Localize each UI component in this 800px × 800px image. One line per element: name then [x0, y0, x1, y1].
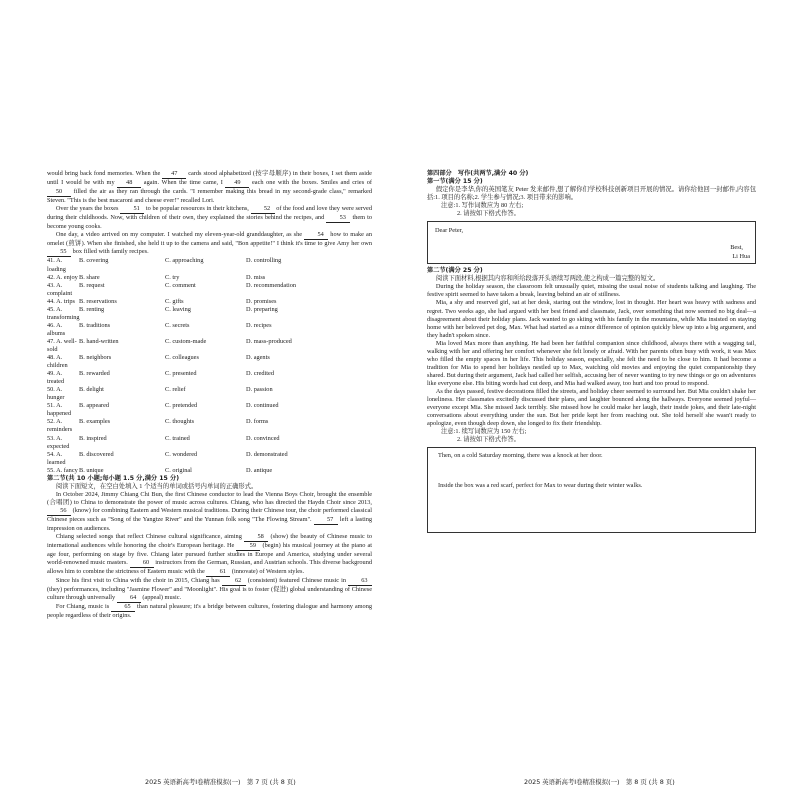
option-row [47, 282, 372, 298]
section-title: 第一节(满分 15 分) [427, 178, 483, 186]
option-choice[interactable]: C. relief [165, 386, 186, 394]
option-choice[interactable]: D. antique [246, 466, 273, 474]
option-choice[interactable]: B. request [79, 281, 105, 289]
option-row [47, 467, 372, 475]
blank-59: 59 [236, 542, 260, 551]
option-choice[interactable]: C. thoughts [165, 418, 195, 426]
letter-signature: Li Hua [732, 253, 750, 261]
paragraph-start-2: Inside the box was a red scarf, perfect for Max to wear during their winter walks. [438, 482, 643, 490]
option-choice[interactable]: D. promises [246, 297, 277, 305]
letter-closing: Best, [730, 244, 743, 252]
blank-51: 51 [120, 205, 144, 214]
left-page [47, 170, 372, 621]
option-choice[interactable]: B. rewarded [79, 370, 110, 378]
option-choice[interactable]: B. examples [79, 418, 111, 426]
answer-options [47, 257, 372, 474]
option-choice[interactable]: D. recommendation [246, 281, 297, 289]
note-line: 注意:1. 写作词数应为 80 左右; [441, 202, 524, 210]
blank-49: 49 [225, 179, 249, 188]
option-choice[interactable]: D. preparing [246, 305, 278, 313]
note-line: 注意:1. 续写词数应为 150 左右; [441, 428, 527, 436]
option-choice[interactable]: D. forms [246, 418, 269, 426]
option-choice[interactable]: B. traditions [79, 321, 111, 329]
option-row [47, 402, 372, 418]
blank-50: 50 [47, 188, 71, 197]
blank-47: 47 [162, 170, 186, 179]
option-choice[interactable]: D. demonstrated [246, 450, 288, 458]
section-instruction: 假定你是李华,你的英国笔友 Peter 发来邮件,想了解你们学校科技创新项目开展的情况。请你给他回一封邮件,内容包括:1. 项目的名称;2. 学生参与情况;3. 项目带来的影响。 [427, 186, 756, 202]
right-page [427, 170, 756, 536]
option-choice[interactable]: 55. A. fancy [47, 466, 78, 474]
note-line: 2. 请按如下格式作答。 [457, 436, 520, 444]
option-choice[interactable]: C. comment [165, 281, 196, 289]
page-footer: 2025 英语新高考Ⅰ卷精准模拟(一) 第 7 页 (共 8 页) [145, 778, 296, 786]
blank-54: 54 [304, 231, 328, 240]
option-choice[interactable]: B. renting [79, 305, 105, 313]
story-paragraph: As the days passed, festive decorations filled the streets, and holiday cheer seemed to surround her. But Mia couldn't shake her loneliness. Her classmates excitedly discussed their plans, and laughter bounced along the hallways. Everyone seemed joyful—everyone except Mia. She missed Jack terribly. She missed how he could make her laugh, their inside jokes, and their late-night conversations about everything under the sun. But her pride kept her from reaching out. She told herself she wasn't ready to apologize, even though deep down, she longed to fix their friendship. [427, 387, 756, 428]
option-choice[interactable]: 46. A. albums [47, 321, 66, 337]
option-choice[interactable]: D. controlling [246, 257, 282, 265]
story-paragraph: Mia, a shy and reserved girl, sat at her desk, staring out the window, lost in thought. Her heart was heavy with sadness and regret. Two weeks ago, she had argued with her best friend and classmate, Jack, over something that now seemed no big deal—a disagreement about their holiday plans. Jack wanted to go skiing with his family in the mountains, while Mia insisted on staying home with her beloved pet dog, Max. What had started as a minor difference of opinion quickly blew up into a big argument, and they hadn't spoken since. [427, 299, 756, 339]
option-choice[interactable]: D. convinced [246, 434, 280, 442]
blank-48: 48 [117, 179, 141, 188]
passage-paragraph: For Chiang, music is 65 than natural pleasure; it's a bridge between cultures, fostering dialogue and harmony among people regardless of their origins. [47, 603, 372, 620]
option-choice[interactable]: D. mass-produced [246, 337, 292, 345]
option-choice[interactable]: B. delight [79, 386, 104, 394]
option-choice[interactable]: 51. A. happened [47, 402, 72, 418]
option-row [47, 338, 372, 354]
story-paragraph: Mia loved Max more than anything. He had been her faithful companion since childhood, always there with a wagging tail, walking with her and offering her comfort whenever she felt lonely or afraid. With her parents often busy with work, it was Max who filled the empty spaces in her life. This holiday season, especially, she felt the need to be close to him. It had become a tradition for Mia to spend her holidays nestled up to Max, watching old movies and enjoying the quiet companionship they shared. But during their argument, Jack had called her selfish, accusing her of never wanting to try new things or go on adventures like everyone else. His biting words had cut deep, and Mia had walked away, too hurt and too proud to respond. [427, 339, 756, 387]
blank-53: 53 [326, 214, 350, 223]
section-instruction: 阅读下面材料,根据其内容和所给段落开头语续写两段,使之构成一篇完整的短文。 [435, 275, 660, 283]
page-footer: 2025 英语新高考Ⅰ卷精准模拟(一) 第 8 页 (共 8 页) [524, 778, 675, 786]
option-choice[interactable]: B. neighbors [79, 354, 112, 362]
option-row [47, 322, 372, 338]
blank-60: 60 [130, 559, 154, 568]
option-row [47, 298, 372, 306]
passage-paragraph: Since his first visit to China with the choir in 2015, Chiang has 62 (consistent) featured Chinese music in 63 (they) performances, including "Jasmine Flower" and "Moonlight". His goal is to foster (促进) global understanding of Chinese culture through universally 64 (appeal) music. [47, 577, 372, 603]
option-choice[interactable]: C. leaving [165, 305, 191, 313]
blank-56: 56 [47, 507, 71, 516]
option-row [47, 274, 372, 282]
option-choice[interactable]: C. colleagues [165, 354, 199, 362]
note-line: 2. 请按如下格式作答。 [457, 210, 520, 218]
option-row [47, 451, 372, 467]
option-choice[interactable]: D. continued [246, 402, 279, 410]
option-choice[interactable]: 41. A. loading [47, 257, 66, 273]
option-choice[interactable]: 45. A. transforming [47, 305, 80, 321]
letter-greeting: Dear Peter, [435, 227, 464, 235]
blank-55: 55 [47, 248, 71, 257]
option-row [47, 370, 372, 386]
blank-62: 62 [222, 577, 246, 586]
option-row [47, 386, 372, 402]
option-choice[interactable]: C. original [165, 466, 192, 474]
blank-61: 61 [206, 568, 230, 577]
option-choice[interactable]: C. try [165, 273, 180, 281]
option-choice[interactable]: D. agents [246, 354, 270, 362]
option-choice[interactable]: 48. A. children [47, 354, 68, 370]
option-choice[interactable]: B. unique [79, 466, 104, 474]
option-choice[interactable]: C. trained [165, 434, 190, 442]
option-choice[interactable]: 49. A. treated [47, 370, 65, 386]
option-row [47, 257, 372, 273]
continuation-answer-box[interactable] [427, 447, 756, 533]
blank-58: 58 [244, 533, 268, 542]
option-choice[interactable]: C. wondered [165, 450, 198, 458]
option-choice[interactable]: 52. A. reminders [47, 418, 73, 434]
option-choice[interactable]: C. approaching [165, 257, 204, 265]
blank-64: 64 [117, 594, 141, 603]
passage-paragraph: Over the years the boxes 51 to be popular resources in their kitchens, 52 of the food and love they were served during their childhoods. Now, with children of their own, they explained the stories behind the recipes, and 53 them to become young cooks. [47, 205, 372, 231]
blank-57: 57 [314, 516, 338, 525]
option-row [47, 306, 372, 322]
option-row [47, 354, 372, 370]
section-instruction: 阅读下面短文，在空白处填入 1 个适当的单词或括号内单词的正确形式。 [55, 482, 258, 490]
passage-paragraph: In October 2024, Jimmy Chiang Chi Bun, the first Chinese conductor to lead the Vienna Boys Choir, brought the ensemble (合唱团) to China to demonstrate the power of music across cultures. Chiang, who has directed the Haydn Choir since 2013, 56 (know) for combining Eastern and Western musical traditions. During their Chinese tour, the choir performed classical Chinese pieces such as "Song of the Yangtze River" and the Yunnan folk song "The Flowing Stream". 57 left a lasting impression on audiences. [47, 490, 372, 533]
option-choice[interactable]: 44. A. trips [47, 297, 75, 305]
option-choice[interactable]: 54. A. learned [47, 450, 66, 466]
option-choice[interactable]: B. share [79, 273, 100, 281]
option-choice[interactable]: B. covering [79, 257, 109, 265]
passage-paragraph: Chiang selected songs that reflect Chinese cultural significance, aiming 58 (show) the beauty of Chinese music to international audiences while honoring the choir's European heritage. He 59 (begin) his musical journey at the piano at age four, performing on stage by five. Chiang later pursued further studies in Europe and America, studying under several world-renowned music masters. 60 instructors from the German, Russian, and Austrian schools. This diverse background allows him to combine the strictness of Eastern music with the 61 (innovate) of Western styles. [47, 533, 372, 577]
option-choice[interactable]: 50. A. hunger [47, 386, 65, 402]
option-choice[interactable]: 53. A. expected [47, 434, 70, 450]
part-title: 第四部分 写作(共两节,满分 40 分) [427, 170, 529, 177]
option-choice[interactable]: C. secrets [165, 321, 190, 329]
blank-52: 52 [251, 205, 275, 214]
option-choice[interactable]: C. pretended [165, 402, 198, 410]
option-choice[interactable]: C. presented [165, 370, 197, 378]
option-choice[interactable]: 47. A. well-sold [47, 337, 77, 353]
paragraph-start-1: Then, on a cold Saturday morning, there was a knock at her door. [438, 452, 603, 460]
option-choice[interactable]: D. recipes [246, 321, 272, 329]
blank-65: 65 [111, 603, 135, 612]
passage-paragraph: One day, a video arrived on my computer. I watched my eleven-year-old granddaughter, as she 54 how to make an omelet (煎饼). When she finished, she held it up to the camera and said, "Bon appetite!" I think it's time to give Amy her own 55 box filled with family recipes. [47, 231, 372, 257]
option-choice[interactable]: 42. A. enjoy [47, 273, 78, 281]
section-title: 第二节(共 10 小题;每小题 1.5 分,满分 15 分) [47, 474, 180, 482]
option-choice[interactable]: B. discovered [79, 450, 114, 458]
story-paragraph: During the holiday season, the classroom felt unusually quiet, missing the usual noise of students talking and laughing. The festive spirit seemed to have taken a break, leaving behind an air of stillness. [427, 283, 756, 299]
option-choice[interactable]: B. hand-written [79, 337, 119, 345]
option-choice[interactable]: 43. A. complaint [47, 281, 73, 297]
option-choice[interactable]: C. custom-made [165, 337, 207, 345]
passage-paragraph: would bring back fond memories. When the 47 cards stood alphabetized (按字母顺序) in their boxes, I set them aside until I would be with my 48 again. When the time came, I 49 each one with the boxes. Smiles and cries of 50 filled the air as they ran through the cards. "I remember making this bread in my second-grade class," remarked Steven. "This is the best macaroni and cheese ever!" recalled Lori. [47, 170, 372, 205]
option-row [47, 435, 372, 451]
option-choice[interactable]: C. gifts [165, 297, 184, 305]
option-choice[interactable]: D. miss [246, 273, 266, 281]
option-choice[interactable]: B. appeared [79, 402, 110, 410]
option-choice[interactable]: B. inspired [79, 434, 107, 442]
section-title: 第二节(满分 25 分) [427, 267, 483, 275]
letter-answer-box[interactable] [427, 221, 756, 264]
option-row [47, 418, 372, 434]
option-choice[interactable]: B. reservations [79, 297, 117, 305]
option-choice[interactable]: D. passion [246, 386, 273, 394]
option-choice[interactable]: D. credited [246, 370, 274, 378]
blank-63: 63 [348, 577, 372, 586]
